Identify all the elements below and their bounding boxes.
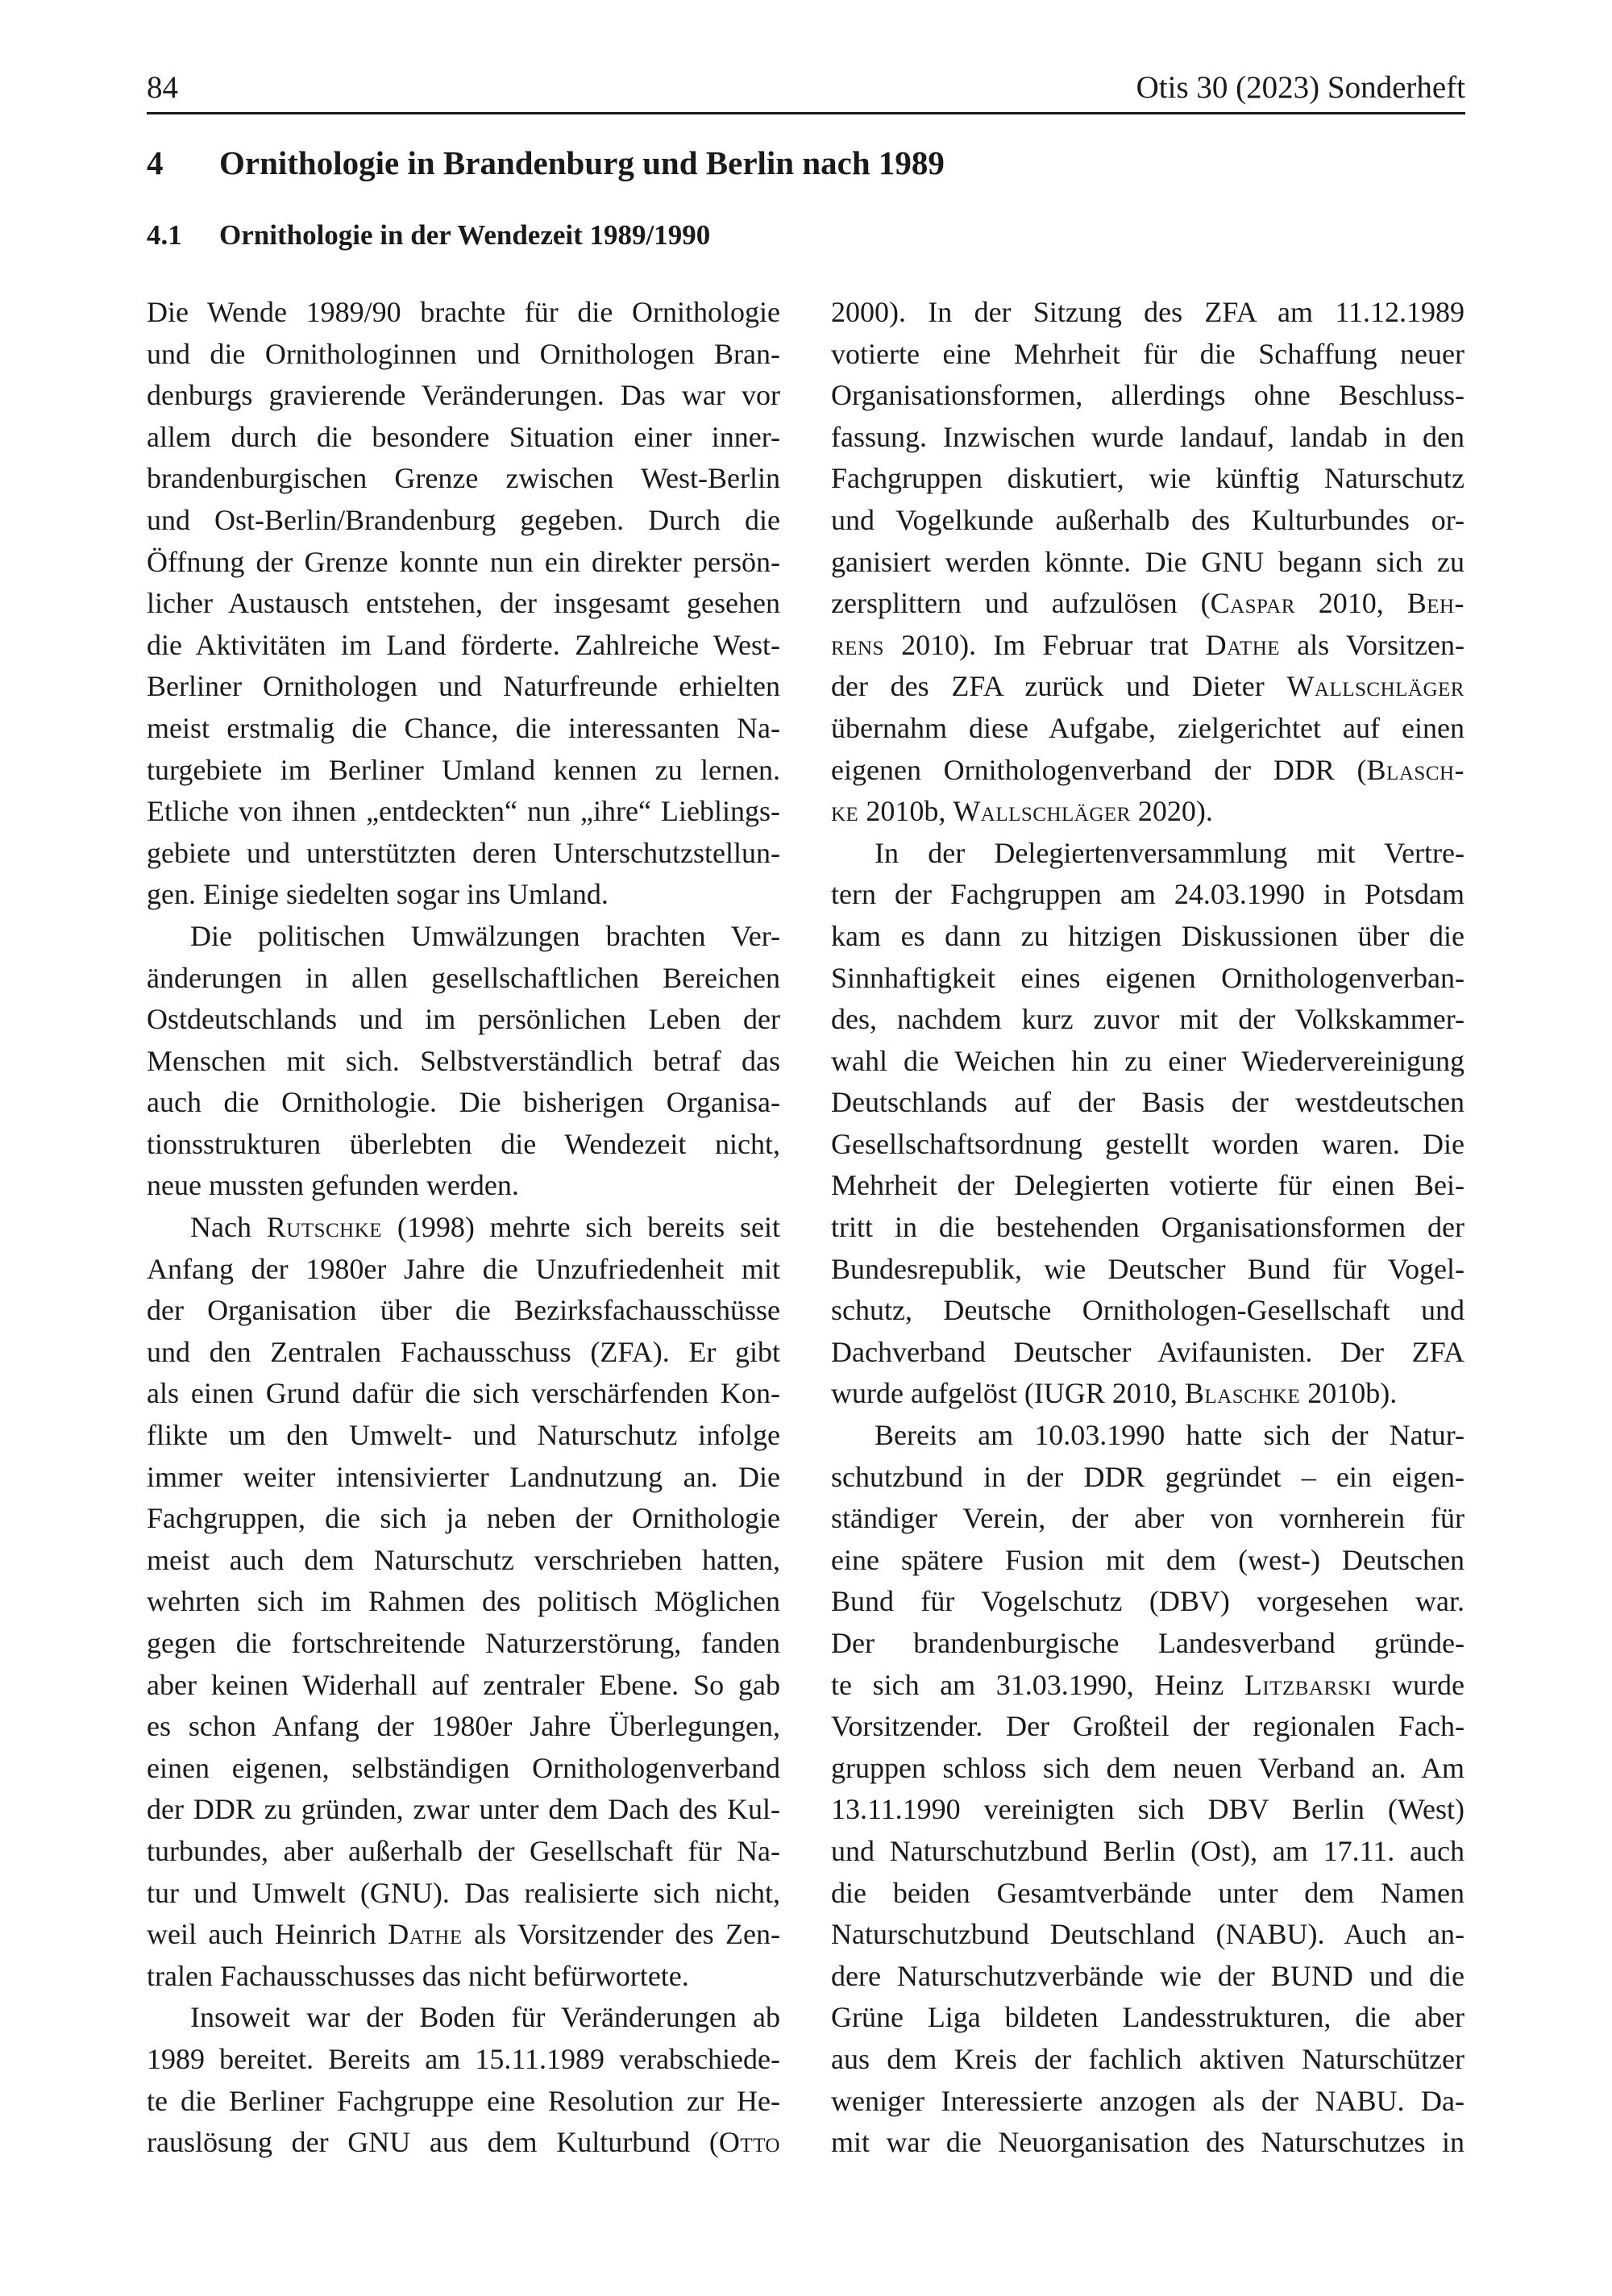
text-run: eigenen Ornithologenverband der DDR ( <box>831 753 1367 786</box>
text-line <box>147 1124 780 1166</box>
text-line <box>831 292 1465 334</box>
text-line <box>831 625 1465 667</box>
text-line <box>831 791 1465 833</box>
text-run: als einen Grund dafür die sich verschärfenden Kon- <box>147 1377 780 1410</box>
text-line <box>831 1997 1465 2039</box>
text-run: 2010). Im Februar trat <box>883 628 1206 661</box>
text-line <box>147 750 780 792</box>
text-line <box>147 2122 780 2164</box>
text-run: ganisiert werden könnte. Die GNU begann sich zu <box>831 545 1465 578</box>
text-line <box>831 1041 1465 1083</box>
text-line <box>147 1498 780 1540</box>
text-line <box>147 1831 780 1873</box>
page-number: 84 <box>147 70 178 105</box>
text-line <box>147 625 780 667</box>
text-line <box>831 583 1465 625</box>
text-run: tionsstrukturen überlebten die Wendezeit nicht, <box>147 1127 780 1160</box>
author-name: Otto <box>718 2126 780 2159</box>
text-line <box>831 1665 1465 1707</box>
text-line <box>147 708 780 750</box>
text-line <box>831 375 1465 417</box>
text-run: übernahm diese Aufgabe, zielgerichtet auf einen <box>831 711 1465 744</box>
text-line <box>831 1249 1465 1291</box>
text-run: Öffnung der Grenze konnte nun ein direkter persön- <box>147 545 780 578</box>
text-run: Nach <box>190 1211 267 1244</box>
text-line <box>831 1457 1465 1499</box>
text-run: der DDR zu gründen, zwar unter dem Dach des Kul- <box>147 1793 780 1826</box>
text-run: und die Ornithologinnen und Ornithologen Bran- <box>147 337 780 370</box>
subsection-number: 4.1 <box>147 219 182 251</box>
text-run: weniger Interessierte anzogen als der NABU. Da- <box>831 2084 1465 2117</box>
text-run: Bundesrepublik, wie Deutscher Bund für Vogel- <box>831 1252 1465 1285</box>
text-run: gegen die fortschreitende Naturzerstörung, fanden <box>147 1627 780 1659</box>
text-run: turgebiete im Berliner Umland kennen zu lernen. <box>147 753 780 786</box>
text-line <box>147 874 780 916</box>
text-line <box>147 791 780 833</box>
running-header <box>147 64 1465 111</box>
text-run: die beiden Gesamtverbände unter dem Namen <box>831 1876 1465 1909</box>
text-run: Etliche von ihnen „entdeckten“ nun „ihre“ Lieblings- <box>147 795 780 828</box>
text-line <box>831 1332 1465 1374</box>
text-run: und Ost-Berlin/Brandenburg gegeben. Durch die <box>147 503 780 536</box>
text-run: meist erstmalig die Chance, die interessanten Na- <box>147 711 780 744</box>
text-run: weil auch Heinrich <box>147 1918 388 1951</box>
text-run: Anfang der 1980er Jahre die Unzufriedenheit mit <box>147 1252 780 1285</box>
text-run: denburgs gravierende Veränderungen. Das war vor <box>147 379 780 412</box>
text-run: gebiete und unterstützten deren Unterschutzstellun- <box>147 836 780 869</box>
text-line <box>831 542 1465 584</box>
text-run: schutz, Deutsche Ornithologen-Gesellschaft und <box>831 1294 1465 1327</box>
text-run: tur und Umwelt (GNU). Das realisierte sich nicht, <box>147 1876 780 1909</box>
text-line <box>831 1207 1465 1249</box>
text-run: Ostdeutschlands und im persönlichen Leben der <box>147 1003 780 1036</box>
text-run: tritt in die bestehenden Organisationsformen der <box>831 1211 1465 1244</box>
author-name: Blasch- <box>1366 753 1465 786</box>
text-run: und Naturschutzbund Berlin (Ost), am 17.11. auch <box>831 1834 1465 1867</box>
text-run: Die politischen Umwälzungen brachten Ver- <box>190 919 780 952</box>
author-name: Wallschläger <box>1286 670 1465 703</box>
text-run: Grüne Liga bildeten Landesstrukturen, die aber <box>831 2001 1465 2034</box>
author-name: Dathe <box>1205 628 1281 661</box>
text-line <box>147 417 780 459</box>
author-name: ke <box>831 795 859 828</box>
text-line <box>831 1498 1465 1540</box>
text-run: der Organisation über die Bezirksfachausschüsse <box>147 1294 780 1327</box>
text-run: Vorsitzender. Der Großteil der regionalen Fach- <box>831 1710 1465 1743</box>
text-run: änderungen in allen gesellschaftlichen Bereichen <box>147 961 780 994</box>
text-run: te sich am 31.03.1990, Heinz <box>831 1668 1244 1701</box>
text-run: Berliner Ornithologen und Naturfreunde erhielten <box>147 670 780 703</box>
text-line <box>147 458 780 500</box>
text-line <box>147 1665 780 1707</box>
text-line <box>831 666 1465 708</box>
text-line <box>147 1997 780 2039</box>
text-run: 2010b). <box>1300 1377 1398 1410</box>
text-run: turbundes, aber außerhalb der Gesellschaft für Na- <box>147 1834 780 1867</box>
text-run: Deutschlands auf der Basis der westdeutschen <box>831 1086 1465 1119</box>
text-line <box>147 1207 780 1249</box>
text-line <box>831 1914 1465 1956</box>
text-line <box>147 1581 780 1623</box>
text-line <box>147 833 780 875</box>
author-name: Rutschke <box>266 1211 383 1244</box>
text-line <box>831 1415 1465 1457</box>
text-run: und Vogelkunde außerhalb des Kulturbundes or- <box>831 503 1465 536</box>
text-run: wehrten sich im Rahmen des politisch Möglichen <box>147 1585 780 1618</box>
text-line <box>831 1623 1465 1665</box>
text-line <box>147 1873 780 1915</box>
text-line <box>831 1082 1465 1124</box>
text-line <box>147 375 780 417</box>
section-number: 4 <box>147 144 164 181</box>
text-line <box>831 458 1465 500</box>
text-run: Fachgruppen diskutiert, wie künftig Naturschutz <box>831 462 1465 495</box>
text-run: schutzbund in der DDR gegründet – ein eigen- <box>831 1460 1465 1493</box>
text-run: Fachgruppen, die sich ja neben der Ornithologie <box>147 1502 780 1535</box>
text-line <box>831 334 1465 376</box>
text-run: mit war die Neuorganisation des Naturschutzes in <box>831 2126 1465 2159</box>
text-run: 2010b, <box>858 795 953 828</box>
text-line <box>147 958 780 1000</box>
author-name: Dathe <box>388 1918 463 1951</box>
text-line <box>147 1165 780 1207</box>
text-line <box>147 334 780 376</box>
text-run: Menschen mit sich. Selbstverständlich betraf das <box>147 1044 780 1077</box>
text-run: aber keinen Widerhall auf zentraler Ebene. So gab <box>147 1668 780 1701</box>
text-line <box>831 833 1465 875</box>
text-line <box>831 1789 1465 1831</box>
text-line <box>831 1956 1465 1998</box>
text-run: wurde <box>1371 1668 1465 1701</box>
text-run: te die Berliner Fachgruppe eine Resolution zur He- <box>147 2084 780 2117</box>
text-run: als Vorsitzender des Zen- <box>462 1918 780 1951</box>
text-line <box>147 1789 780 1831</box>
text-run: Dachverband Deutscher Avifaunisten. Der ZFA <box>831 1335 1465 1368</box>
subsection-heading <box>147 214 710 256</box>
text-run: Sinnhaftigkeit eines eigenen Ornithologenverban- <box>831 961 1465 994</box>
text-line <box>831 1581 1465 1623</box>
text-line <box>831 958 1465 1000</box>
text-line <box>147 1249 780 1291</box>
text-line <box>147 1914 780 1956</box>
text-run: Mehrheit der Delegierten votierte für einen Bei- <box>831 1169 1465 1202</box>
text-run: 1989 bereitet. Bereits am 15.11.1989 verabschiede- <box>147 2042 780 2075</box>
text-line <box>831 1290 1465 1332</box>
author-name: rens <box>831 628 884 661</box>
author-name: Litzbarski <box>1244 1668 1372 1701</box>
text-line <box>147 999 780 1041</box>
text-line <box>831 1831 1465 1873</box>
text-run: rauslösung der GNU aus dem Kulturbund ( <box>147 2126 719 2159</box>
text-run: fassung. Inzwischen wurde landauf, landab in den <box>831 420 1465 453</box>
text-line <box>831 1873 1465 1915</box>
text-line <box>831 874 1465 916</box>
section-title: Ornithologie in Brandenburg und Berlin nach 1989 <box>219 144 945 181</box>
text-line <box>831 2122 1465 2164</box>
text-line <box>147 916 780 958</box>
text-line <box>831 916 1465 958</box>
text-line <box>831 2039 1465 2081</box>
text-line <box>831 500 1465 542</box>
text-run: allem durch die besondere Situation einer inner- <box>147 420 780 453</box>
text-run: votierte eine Mehrheit für die Schaffung neuer <box>831 337 1465 370</box>
text-line <box>147 1623 780 1665</box>
text-line <box>147 1956 780 1998</box>
text-run: 2000). In der Sitzung des ZFA am 11.12.1989 <box>831 296 1465 328</box>
section-heading <box>147 139 945 187</box>
subsection-title: Ornithologie in der Wendezeit 1989/1990 <box>219 219 711 251</box>
text-run: tralen Fachausschusses das nicht befürwortete. <box>147 1959 689 1992</box>
text-run: die Aktivitäten im Land förderte. Zahlreiche West- <box>147 628 780 661</box>
text-run: Die Wende 1989/90 brachte für die Ornithologie <box>147 296 780 328</box>
text-run: flikte um den Umwelt- und Naturschutz infolge <box>147 1419 780 1452</box>
text-line <box>147 1332 780 1374</box>
text-run: 2020). <box>1130 795 1213 828</box>
text-line <box>147 1082 780 1124</box>
text-run: meist auch dem Naturschutz verschrieben hatten, <box>147 1543 780 1576</box>
author-name: Caspar <box>1210 587 1295 620</box>
text-run: (1998) mehrte sich bereits seit <box>382 1211 780 1244</box>
text-run: Bund für Vogelschutz (DBV) vorgesehen war. <box>831 1585 1465 1618</box>
text-run: aus dem Kreis der fachlich aktiven Naturschützer <box>831 2042 1465 2075</box>
text-run: Der brandenburgische Landesverband gründe- <box>831 1627 1465 1659</box>
text-run: Bereits am 10.03.1990 hatte sich der Natur- <box>875 1419 1465 1452</box>
text-run: neue mussten gefunden werden. <box>147 1169 519 1202</box>
text-run: Organisationsformen, allerdings ohne Beschluss- <box>831 379 1465 412</box>
text-line <box>147 1540 780 1582</box>
text-run: 13.11.1990 vereinigten sich DBV Berlin (West) <box>831 1793 1465 1826</box>
text-run: es schon Anfang der 1980er Jahre Überlegungen, <box>147 1710 780 1743</box>
author-name: Beh- <box>1406 587 1465 620</box>
text-run: Insoweit war der Boden für Veränderungen ab <box>190 2001 780 2034</box>
text-run: Gesellschaftsordnung gestellt worden waren. Die <box>831 1127 1465 1160</box>
text-run: wahl die Weichen hin zu einer Wiedervereinigung <box>831 1044 1465 1077</box>
text-run: wurde aufgelöst (IUGR 2010, <box>831 1377 1185 1410</box>
text-line <box>831 750 1465 792</box>
text-run: gruppen schloss sich dem neuen Verband an. Am <box>831 1751 1465 1784</box>
text-line <box>831 1540 1465 1582</box>
text-run: als Vorsitzen- <box>1280 628 1465 661</box>
text-line <box>147 666 780 708</box>
text-run: 2010, <box>1294 587 1407 620</box>
body-column-right <box>831 292 1465 2164</box>
text-line <box>831 1373 1465 1415</box>
text-line <box>831 1165 1465 1207</box>
text-run: ständiger Verein, der aber von vornherein für <box>831 1502 1465 1535</box>
text-line <box>147 583 780 625</box>
text-line <box>831 2081 1465 2123</box>
text-run: eine spätere Fusion mit dem (west-) Deutschen <box>831 1543 1465 1576</box>
body-column-left <box>147 292 780 2164</box>
text-run: immer weiter intensivierter Landnutzung an. Die <box>147 1460 780 1493</box>
text-line <box>147 1373 780 1415</box>
text-line <box>147 1290 780 1332</box>
text-run: gen. Einige siedelten sogar ins Umland. <box>147 878 609 911</box>
text-run: licher Austausch entstehen, der insgesamt gesehen <box>147 587 780 620</box>
text-run: kam es dann zu hitzigen Diskussionen über die <box>831 919 1465 952</box>
text-line <box>831 1748 1465 1790</box>
text-line <box>831 1706 1465 1748</box>
text-run: brandenburgischen Grenze zwischen West-Berlin <box>147 462 780 495</box>
text-run: auch die Ornithologie. Die bisherigen Organisa- <box>147 1086 780 1119</box>
text-run: In der Delegiertenversammlung mit Vertre- <box>875 836 1465 869</box>
text-line <box>147 1706 780 1748</box>
text-line <box>147 2081 780 2123</box>
text-run: Naturschutzbund Deutschland (NABU). Auch an- <box>831 1918 1465 1951</box>
text-line <box>831 1124 1465 1166</box>
text-run: einen eigenen, selbständigen Ornithologenverband <box>147 1751 780 1784</box>
text-line <box>831 708 1465 750</box>
text-run: und den Zentralen Fachausschuss (ZFA). Er gibt <box>147 1335 780 1368</box>
text-line <box>147 1041 780 1083</box>
text-line <box>147 2039 780 2081</box>
text-run: dere Naturschutzverbände wie der BUND und die <box>831 1959 1465 1992</box>
text-line <box>147 1457 780 1499</box>
journal-title: Otis 30 (2023) Sonderheft <box>1136 70 1465 105</box>
text-line <box>147 500 780 542</box>
author-name: Wallschläger <box>953 795 1131 828</box>
text-line <box>147 1748 780 1790</box>
text-run: tern der Fachgruppen am 24.03.1990 in Potsdam <box>831 878 1465 911</box>
text-line <box>831 999 1465 1041</box>
header-rule <box>147 112 1465 114</box>
text-run: des, nachdem kurz zuvor mit der Volkskammer- <box>831 1003 1465 1036</box>
text-run: zersplittern und aufzulösen ( <box>831 587 1211 620</box>
text-line <box>147 542 780 584</box>
text-line <box>147 1415 780 1457</box>
author-name: Blaschke <box>1184 1377 1301 1410</box>
text-line <box>147 292 780 334</box>
text-run: der des ZFA zurück und Dieter <box>831 670 1287 703</box>
text-line <box>831 417 1465 459</box>
